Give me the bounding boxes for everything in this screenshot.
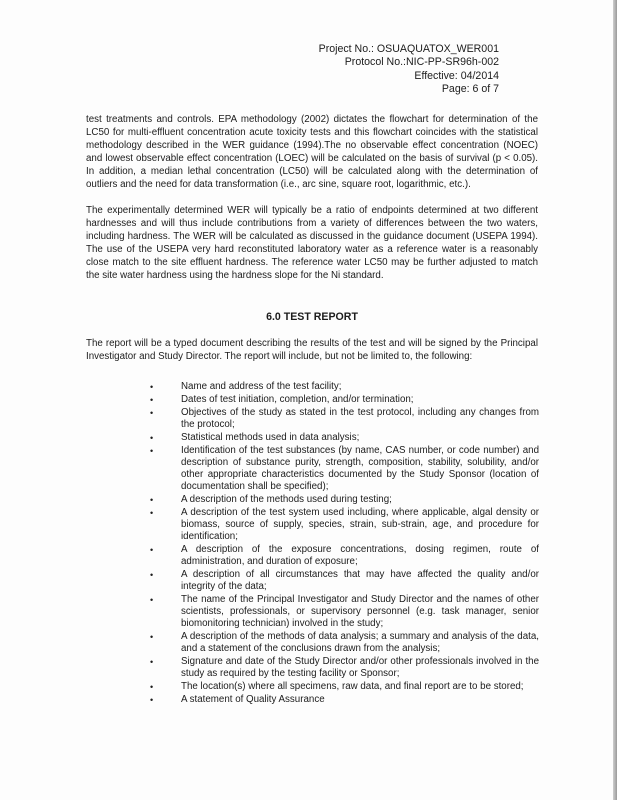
list-item — [150, 507, 539, 543]
report-items-list — [150, 381, 539, 707]
bullet-icon: • — [150, 382, 154, 392]
bullet-icon: • — [150, 595, 154, 605]
bullet-icon: • — [150, 408, 154, 418]
list-item-text: A statement of Quality Assurance — [181, 694, 325, 705]
list-item-text: The location(s) where all specimens, raw data, and final report are to be stored; — [181, 681, 524, 692]
section-intro: The report will be a typed document describing the results of the test and will be signed by the Principal Investigator and Study Director. The report will include, but not be limited to, the following: — [86, 338, 538, 362]
bullet-icon: • — [150, 446, 154, 456]
effective-date: Effective: 04/2014 — [414, 69, 499, 82]
bullet-icon: • — [150, 570, 154, 580]
paragraph-statistics: test treatments and controls. EPA methodology (2002) dictates the flowchart for determination of the LC50 for multi-effluent concentration acute toxicity tests and this flowchart coincides with the statistical methodology described in the WER guidance (1994).The no observable effect concentration (NOEC) and lowest observable effect concentration (LOEC) will be calculated on the basis of survival (p < 0.05). In addition, a median lethal concentration (LC50) will be calculated along with the determination of outliers and the need for data transformation (i.e., arc sine, square root, logarithmic, etc.). — [86, 114, 538, 190]
bullet-icon: • — [150, 632, 154, 642]
bullet-icon: • — [150, 682, 154, 692]
list-item — [150, 432, 539, 444]
list-item — [150, 569, 539, 593]
list-item-text: Identification of the test substances (by name, CAS number, or code number) and description of substance purity, strength, composition, stability, solubility, and/or other appropriate characteristics documented by the Study Sponsor (location of documentation shall be specified); — [181, 445, 539, 492]
project-number: Project No.: OSUAQUATOX_WER001 — [318, 43, 499, 55]
bullet-icon: • — [150, 495, 154, 505]
list-item-text: Statistical methods used in data analysis; — [181, 432, 360, 443]
bullet-icon: • — [150, 508, 154, 518]
list-item-text: A description of the methods of data analysis; a summary and analysis of the data, and a statement of the conclusions drawn from the analysis; — [181, 631, 539, 654]
list-item-text: A description of the test system used including, where applicable, algal density or biomass, source of supply, species, strain, sub-strain, age, and procedure for identification; — [181, 507, 539, 542]
list-item-text: Objectives of the study as stated in the test protocol, including any changes from the protocol; — [181, 407, 539, 430]
bullet-icon: • — [150, 545, 154, 555]
page-header — [319, 43, 499, 97]
list-item-text: Name and address of the test facility; — [181, 381, 342, 392]
list-item — [150, 631, 539, 655]
list-item-text: Dates of test initiation, completion, and/or termination; — [181, 394, 414, 405]
section-heading: 6.0 TEST REPORT — [266, 311, 358, 323]
bullet-icon: • — [150, 395, 154, 405]
bullet-icon: • — [150, 657, 154, 667]
list-item — [150, 544, 539, 568]
list-item — [150, 381, 539, 393]
paragraph-wer: The experimentally determined WER will typically be a ratio of endpoints determined at two different hardnesses and will thus include contributions from a variety of differences between the two waters, including hardness. The WER will be calculated as discussed in the guidance document (USEPA 1994). The use of the USEPA very hard reconstituted laboratory water as a reference water is a reasonably close match to the site effluent hardness. The reference water LC50 may be further adjusted to match the site water hardness using the hardness slope for the Ni standard. — [86, 205, 538, 281]
list-item — [150, 407, 539, 431]
protocol-number: Protocol No.:NIC-PP-SR96h-002 — [344, 56, 499, 69]
list-item — [150, 494, 539, 506]
bullet-icon: • — [150, 433, 154, 443]
list-item — [150, 445, 539, 493]
list-item — [150, 594, 539, 630]
list-item — [150, 656, 539, 680]
list-item-text: A description of the methods used during testing; — [181, 494, 392, 505]
list-item — [150, 394, 539, 406]
scan-edge — [613, 0, 617, 800]
list-item — [150, 681, 539, 693]
list-item — [150, 694, 539, 706]
list-item-text: The name of the Principal Investigator and Study Director and the names of other scientists, professionals, or supervisory personnel (e.g. task manager, senior biomonitoring technician) involved in the study; — [181, 594, 539, 629]
list-item-text: Signature and date of the Study Director and/or other professionals involved in the study as required by the testing facility or Sponsor; — [181, 656, 539, 679]
list-item-text: A description of all circumstances that may have affected the quality and/or integrity of the data; — [181, 569, 539, 592]
body-text — [86, 113, 538, 282]
bullet-icon: • — [150, 695, 154, 705]
page-number: Page: 6 of 7 — [441, 83, 499, 96]
list-item-text: A description of the exposure concentrations, dosing regimen, route of administration, and duration of exposure; — [181, 544, 539, 567]
